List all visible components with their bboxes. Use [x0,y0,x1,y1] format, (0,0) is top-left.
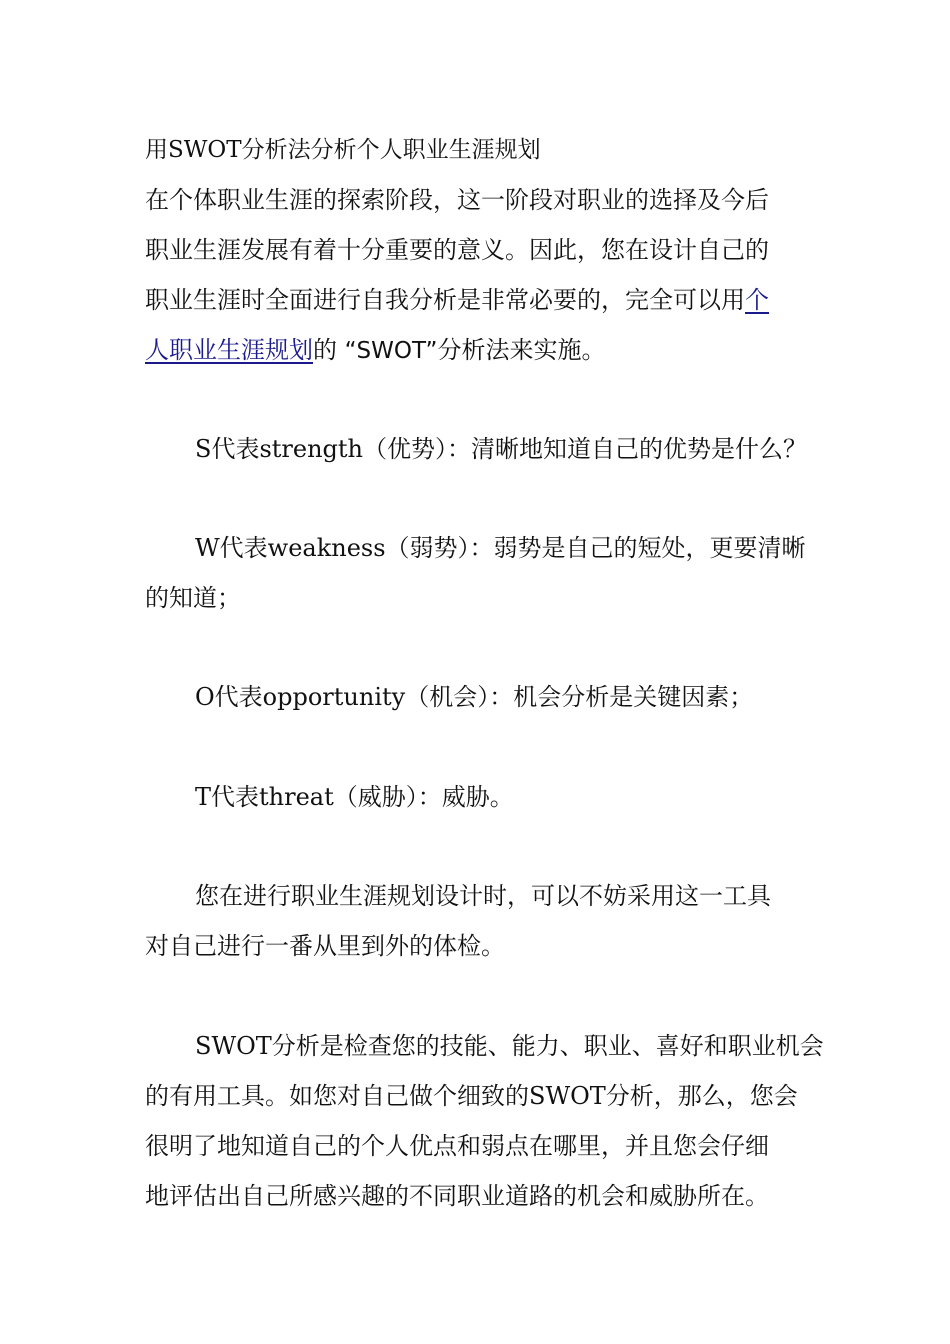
para3-line-1: SWOT分析是检查您的技能、能力、职业、喜好和职业机会 [195,1032,824,1060]
intro-line-3 [145,284,769,316]
career-planning-link-part-2[interactable]: 人职业生涯规划 [145,336,313,364]
intro-line-4 [145,334,605,367]
intro-line-1: 在个体职业生涯的探索阶段，这一阶段对职业的选择及今后 [145,186,769,214]
item-threat: T代表threat（威胁）：威胁。 [195,783,514,811]
intro-line-4-text-b: 分析法来实施。 [437,336,606,364]
item-weakness-line-1: W代表weakness（弱势）：弱势是自己的短处，更要清晰 [195,534,806,562]
item-opportunity: O代表opportunity（机会）：机会分析是关键因素； [195,683,754,711]
document-title: 用SWOT分析法分析个人职业生涯规划 [145,137,541,163]
item-strength: S代表strength（优势）：清晰地知道自己的优势是什么？ [195,435,807,463]
intro-line-2: 职业生涯发展有着十分重要的意义。因此，您在设计自己的 [145,236,769,264]
intro-line-4-text-a: 的 [313,336,345,364]
para3-line-3: 很明了地知道自己的个人优点和弱点在哪里，并且您会仔细 [145,1132,769,1160]
item-weakness-line-2: 的知道； [145,584,241,612]
para2-line-1: 您在进行职业生涯规划设计时，可以不妨采用这一工具 [195,882,771,910]
para3-line-4: 地评估出自己所感兴趣的不同职业道路的机会和威胁所在。 [145,1182,769,1210]
career-planning-link-part-1[interactable]: 个 [745,286,769,314]
para2-line-2: 对自己进行一番从里到外的体检。 [145,932,505,960]
para3-line-2: 的有用工具。如您对自己做个细致的SWOT分析，那么，您会 [145,1082,798,1110]
intro-line-3-text: 职业生涯时全面进行自我分析是非常必要的，完全可以用 [145,286,745,314]
swot-quoted-term: “SWOT” [344,338,438,364]
